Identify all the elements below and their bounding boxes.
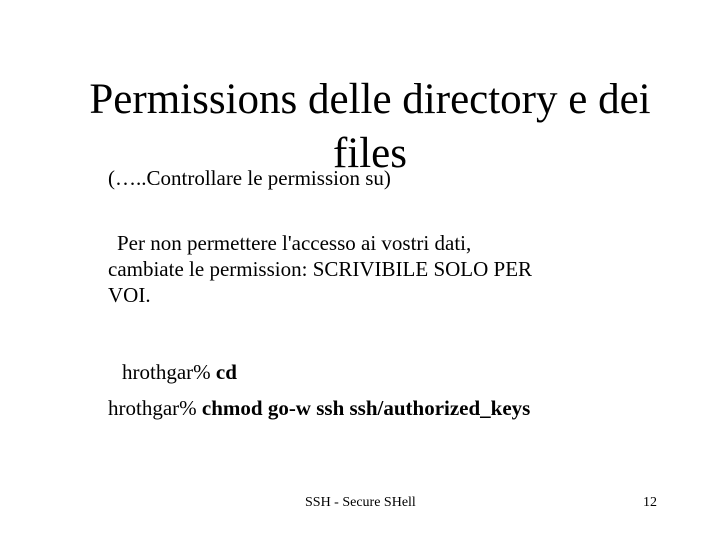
command-text: chmod go-w ssh ssh/authorized_keys [201,396,531,420]
intro-text: (…..Controllare le permission su) [108,166,391,190]
command-line-chmod [108,395,530,421]
instruction-paragraph [108,230,628,308]
slide-title-line-2: files [332,129,408,177]
slide-title-line-1: Permissions delle directory e dei [89,75,651,123]
paragraph-line-1: Per non permettere l'accesso ai vostri dati, [117,231,472,255]
command-prompt: hrothgar% [122,360,216,384]
page-number: 12 [643,495,657,510]
paragraph-line-2: cambiate le permission: SCRIVIBILE SOLO PER [108,257,533,281]
command-text: cd [215,360,237,384]
command-prompt: hrothgar% [108,396,202,420]
paragraph-line-3: VOI. [108,283,151,307]
footer-title: SSH - Secure SHell [305,495,416,510]
command-line-cd [122,359,237,385]
